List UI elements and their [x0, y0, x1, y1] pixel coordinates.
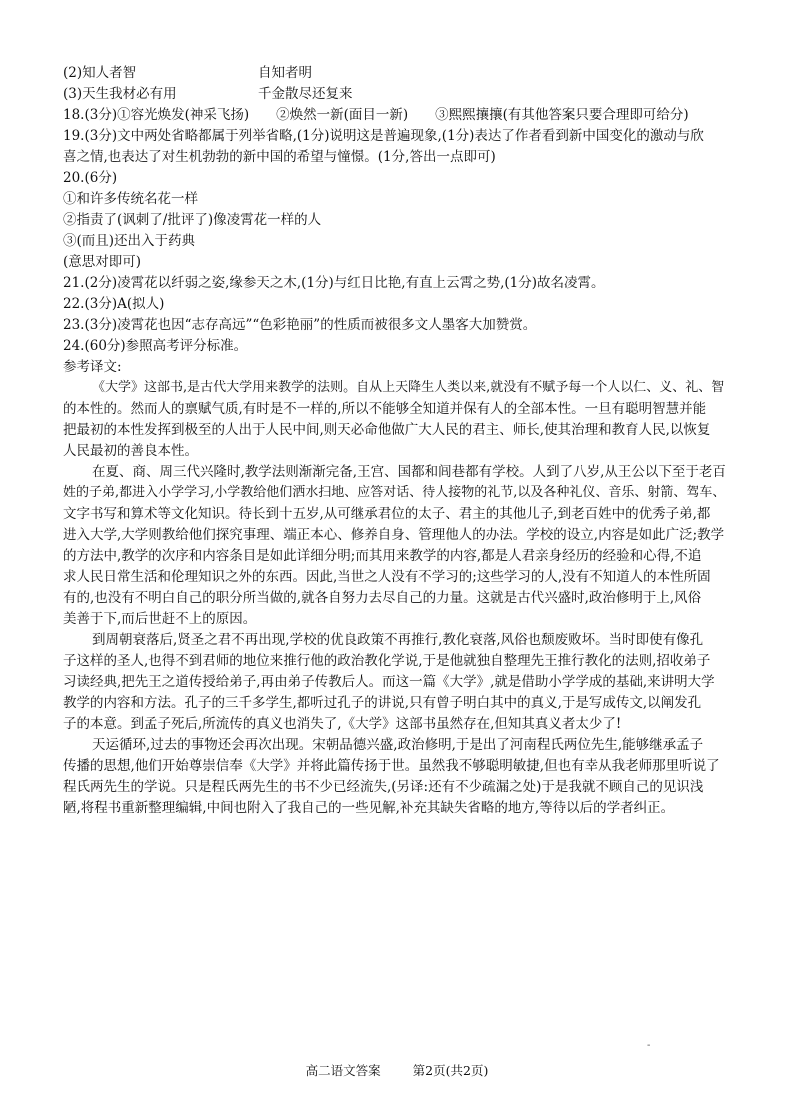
answer-2-right: 自知者明	[258, 65, 312, 81]
translation-line: 到周朝衰落后,贤圣之君不再出现,学校的优良政策不再推行,教化衰落,风俗也颓废败坏。当时即使有像孔	[92, 632, 704, 648]
translation-line: 文字书写和算术等文化知识。待长到十五岁,从可继承君位的太子、君主的其他儿子,到老百姓中的优秀子弟,都	[63, 506, 711, 522]
footer-page-number: 第2页(共2页)	[412, 1063, 489, 1078]
translation-line: 的本性的。然而人的禀赋气质,有时是不一样的,所以不能够全知道并保有人的全部本性。一旦有聪明智慧并能	[63, 401, 707, 417]
translation-line: 有的,也没有不明白自己的职分所当做的,就各自努力去尽自己的力量。这就是古代兴盛时,政治修明于上,风俗	[63, 590, 702, 606]
answer-19-line-2: 喜之情,也表达了对生机勃勃的新中国的希望与憧憬。(1分,答出一点即可)	[63, 149, 496, 165]
answer-20-note: (意思对即可)	[63, 254, 142, 270]
translation-line: 姓的子弟,都进入小学学习,小学教给他们洒水扫地、应答对话、待人接物的礼节,以及各种礼仪、音乐、射箭、驾车、	[63, 485, 726, 500]
answer-3-right: 千金散尽还复来	[258, 86, 353, 102]
translation-line: 陋,将程书重新整理编辑,中间也附入了我自己的一些见解,补充其缺失省略的地方,等待以后的学者纠正。	[63, 800, 675, 816]
translation-line: 进入大学,大学则教给他们探究事理、端正本心、修养自身、管理他人的办法。学校的设立,内容是如此广泛;教学	[63, 527, 725, 543]
translation-line: 子这样的圣人,也得不到君师的地位来推行他的政治教化学说,于是他就独自整理先王推行教化的法则,招收弟子	[63, 653, 711, 669]
answer-23: 23.(3分)凌霄花也因“志存高远”“色彩艳丽”的性质而被很多文人墨客大加赞赏。	[63, 317, 537, 333]
answer-24: 24.(60分)参照高考评分标准。	[63, 338, 248, 354]
translation-heading: 参考译文:	[63, 359, 122, 375]
page-mark: -	[647, 1040, 651, 1051]
answer-19-line-1: 19.(3分)文中两处省略都属于列举省略,(1分)说明这是普遍现象,(1分)表达了作者看到新中国变化的激动与欣	[63, 128, 704, 144]
answer-20-heading: 20.(6分)	[63, 170, 118, 186]
answer-3-row	[63, 84, 353, 104]
translation-line: 天运循环,过去的事物还会再次出现。宋朝品德兴盛,政治修明,于是出了河南程氏两位先生,能够继承孟子	[92, 737, 704, 753]
translation-line: 《大学》这部书,是古代大学用来教学的法则。自从上天降生人类以来,就没有不赋予每一个人以仁、义、礼、智	[92, 380, 725, 395]
answer-2-row	[63, 63, 312, 83]
page-footer	[0, 1062, 794, 1080]
translation-line: 子的本意。到孟子死后,所流传的真义也消失了,《大学》这部书虽然存在,但知其真义者太少了!	[63, 716, 622, 732]
translation-line: 人民最初的善良本性。	[63, 443, 198, 459]
translation-line: 把最初的本性发挥到极至的人出于人民中间,则天必命他做广大人民的君主、师长,使其治理和教育人民,以恢复	[63, 422, 711, 438]
answer-2-left: (2)知人者智	[63, 65, 137, 81]
answer-20-point-1: ①和许多传统名花一样	[63, 191, 198, 207]
translation-line: 在夏、商、周三代兴隆时,教学法则渐渐完备,王宫、国都和闾巷都有学校。人到了八岁,从王公以下至于老百	[92, 464, 726, 480]
translation-line: 传播的思想,他们开始尊崇信奉《大学》并将此篇传扬于世。虽然我不够聪明敏捷,但也有幸从我老师那里听说了	[63, 758, 720, 774]
translation-line: 美善于下,而后世赶不上的原因。	[63, 611, 257, 627]
answer-3-left: (3)天生我材必有用	[63, 86, 177, 102]
answer-21: 21.(2分)凌霄花以纤弱之姿,缘参天之木,(1分)与红日比艳,有直上云霄之势,(1分)故名凌霄。	[63, 275, 605, 291]
translation-line: 习读经典,把先王之道传授给弟子,再由弟子传教后人。而这一篇《大学》,就是借助小学学成的基础,来讲明大学	[63, 674, 715, 690]
translation-line: 求人民日常生活和伦理知识之外的东西。因此,当世之人没有不学习的;这些学习的人,没有不知道人的本性所固	[63, 569, 711, 585]
translation-line: 教学的内容和方法。孔子的三千多学生,都听过孔子的讲说,只有曾子明白其中的真义,于是写成传文,以阐发孔	[63, 695, 702, 711]
answer-20-point-2: ②指责了(讽刺了/批评了)像凌霄花一样的人	[63, 212, 322, 228]
footer-subject: 高二语文答案	[305, 1063, 381, 1078]
answer-18: 18.(3分)①容光焕发(神采飞扬) ②焕然一新(面目一新) ③熙熙攘攘(有其他答案只要合理即可给分)	[63, 107, 689, 123]
translation-line: 程氏两先生的学说。只是程氏两先生的书不少已经流失,(另译:还有不少疏漏之处)于是我就不顾自己的见识浅	[63, 779, 704, 795]
answer-20-point-3: ③(而且)还出入于药典	[63, 233, 196, 249]
translation-line: 的方法中,教学的次序和内容条目是如此详细分明;而其用来教学的内容,都是人君亲身经历的经验和心得,不追	[63, 548, 702, 564]
answer-22: 22.(3分)A(拟人)	[63, 296, 165, 312]
